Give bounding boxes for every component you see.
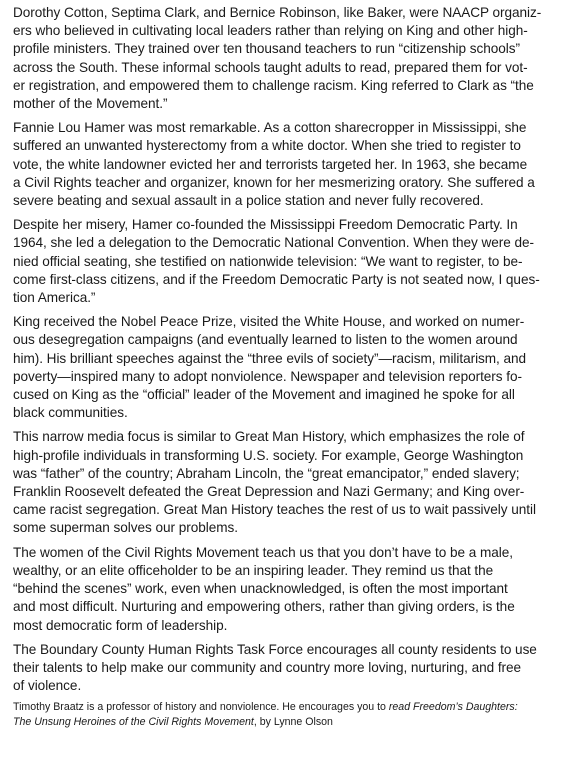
paragraph-task-force: The Boundary County Human Rights Task Force encourages all county residents to use their talents to help make our community and country more loving, nurturing, and free of violence.	[13, 641, 537, 694]
paragraph-citizenship-schools: Dorothy Cotton, Septima Clark, and Bernice Robinson, like Baker, were NAACP organiz- ers who believed in cultivating local leaders rather than relying on King and other high- profile ministers. They trained over ten thousand teachers to run “citizenship schools” across the South. These informal schools taught adults to read, prepared them for vot- er registration, and empowered them to challenge racism. King referred to Clark as “the mother of the Movement.”	[13, 5, 542, 112]
book-title-part-2: The Unsung Heroines of the Civil Rights Movement	[13, 716, 254, 729]
author-bio	[13, 700, 569, 730]
paragraph-fannie-lou-hamer: Fannie Lou Hamer was most remarkable. As a cotton sharecropper in Mississippi, she suffered an unwanted hysterectomy from a white doctor. When she tried to register to vote, the white landowner evicted her and terrorists targeted her. In 1963, she became a Civil Rights teacher and organizer, known for her mesmerizing oratory. She suffered a severe beating and sexual assault in a police station and never fully recovered.	[13, 120, 535, 209]
book-author-text: , by Lynne Olson	[253, 716, 333, 729]
book-title-part-1: read Freedom’s Daughters:	[388, 701, 518, 714]
author-bio-line-1	[13, 700, 569, 715]
paragraph-king-nobel: King received the Nobel Peace Prize, visited the White House, and worked on numer- ous desegregation campaigns (and eventually learned to listen to the women around him). His brilliant speeches against the “three evils of society”—racism, militarism, and poverty—inspired many to adopt nonviolence. Newspaper and television reporters fo- cused on King as the “official” leader of the Movement and imagined he spoke for all black communities.	[13, 314, 527, 421]
paragraph-great-man-history: This narrow media focus is similar to Great Man History, which emphasizes the role of high-profile individuals in transforming U.S. society. For example, George Washington was “father” of the country; Abraham Lincoln, the “great emancipator,” ended slavery; Franklin Roosevelt defeated the Great Depression and Nazi Germany; and King over- came racist segregation. Great Man History teaches the rest of us to wait passively until some superman solves our problems.	[13, 429, 536, 536]
author-bio-line-2	[13, 715, 569, 730]
paragraph-women-leadership: The women of the Civil Rights Movement teach us that you don’t have to be a male, wealthy, or an elite officeholder to be an inspiring leader. They remind us that the “behind the scenes” work, even when unacknowledged, is often the most important and most difficult. Nurturing and empowering others, rather than giving orders, is the most democratic form of leadership.	[13, 544, 515, 633]
author-bio-text: Timothy Braatz is a professor of history and nonviolence. He encourages you to	[13, 701, 389, 714]
paragraph-freedom-democratic-party: Despite her misery, Hamer co-founded the Mississippi Freedom Democratic Party. In 1964, she led a delegation to the Democratic National Convention. When they were de- nied official seating, she testified on nationwide television: “We want to register, to be- come first-class citizens, and if the Freedom Democratic Party is not seated now, I ques- tion America.”	[13, 217, 540, 306]
